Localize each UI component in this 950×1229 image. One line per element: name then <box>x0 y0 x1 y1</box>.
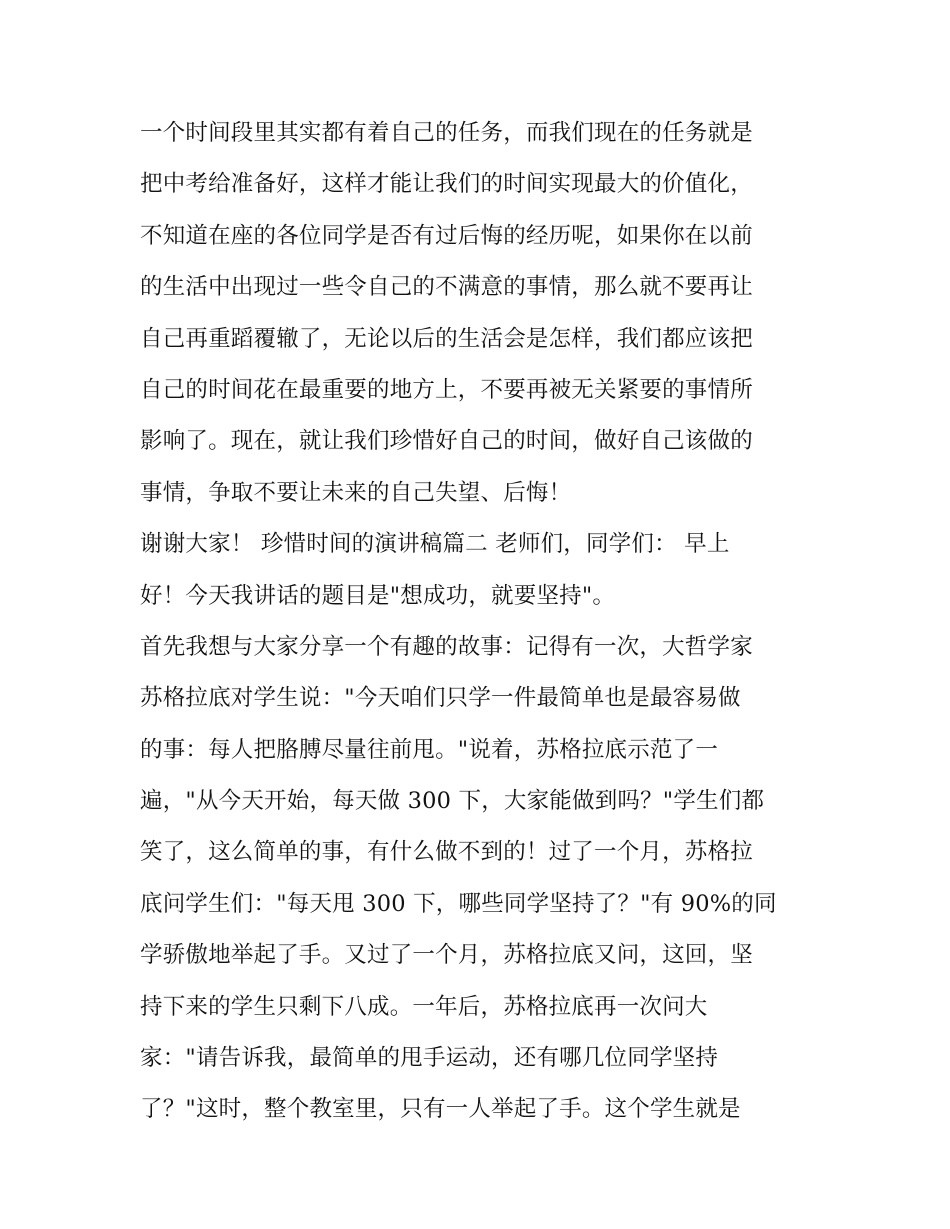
text-line: 持下来的学生只剩下八成。一年后，苏格拉底再一次问大 <box>140 993 708 1020</box>
text-line: 的生活中出现过一些令自己的不满意的事情，那么就不要再让 <box>140 274 753 301</box>
text-line: 不知道在座的各位同学是否有过后悔的经历呢，如果你在以前 <box>140 222 753 249</box>
text-line: 笑了，这么简单的事，有什么做不到的！过了一个月，苏格拉 <box>140 839 753 866</box>
text-line: 底问学生们："每天甩 300 下，哪些同学坚持了？"有 90%的同 <box>140 890 777 917</box>
text-line: 苏格拉底对学生说："今天咱们只学一件最简单也是最容易做 <box>140 685 741 712</box>
text-line: 了？"这时，整个教室里，只有一人举起了手。这个学生就是 <box>140 1096 741 1123</box>
text-line: 影响了。现在，就让我们珍惜好自己的时间，做好自己该做的 <box>140 428 753 455</box>
text-line: 事情，争取不要让未来的自己失望、后悔！ <box>140 479 572 506</box>
text-line: 谢谢大家！ 珍惜时间的演讲稿篇二 老师们，同学们： 早上 <box>140 531 730 558</box>
text-line: 遍，"从今天开始，每天做 300 下，大家能做到吗？"学生们都 <box>140 788 765 815</box>
text-line: 首先我想与大家分享一个有趣的故事：记得有一次，大哲学家 <box>140 633 753 660</box>
text-line: 的事：每人把胳膊尽量往前甩。"说着，苏格拉底示范了一 <box>140 736 719 763</box>
text-line: 自己的时间花在最重要的地方上，不要再被无关紧要的事情所 <box>140 376 753 403</box>
text-line: 学骄傲地举起了手。又过了一个月，苏格拉底又问，这回，坚 <box>140 942 753 969</box>
text-line: 自己再重蹈覆辙了，无论以后的生活会是怎样，我们都应该把 <box>140 325 753 352</box>
text-line: 把中考给准备好，这样才能让我们的时间实现最大的价值化， <box>140 171 753 198</box>
text-line: 一个时间段里其实都有着自己的任务，而我们现在的任务就是 <box>140 120 753 146</box>
text-line: 好！今天我讲话的题目是"想成功，就要坚持"。 <box>140 582 616 609</box>
text-body <box>140 108 830 1136</box>
text-line: 家："请告诉我，最简单的甩手运动，还有哪几位同学坚持 <box>140 1045 719 1072</box>
